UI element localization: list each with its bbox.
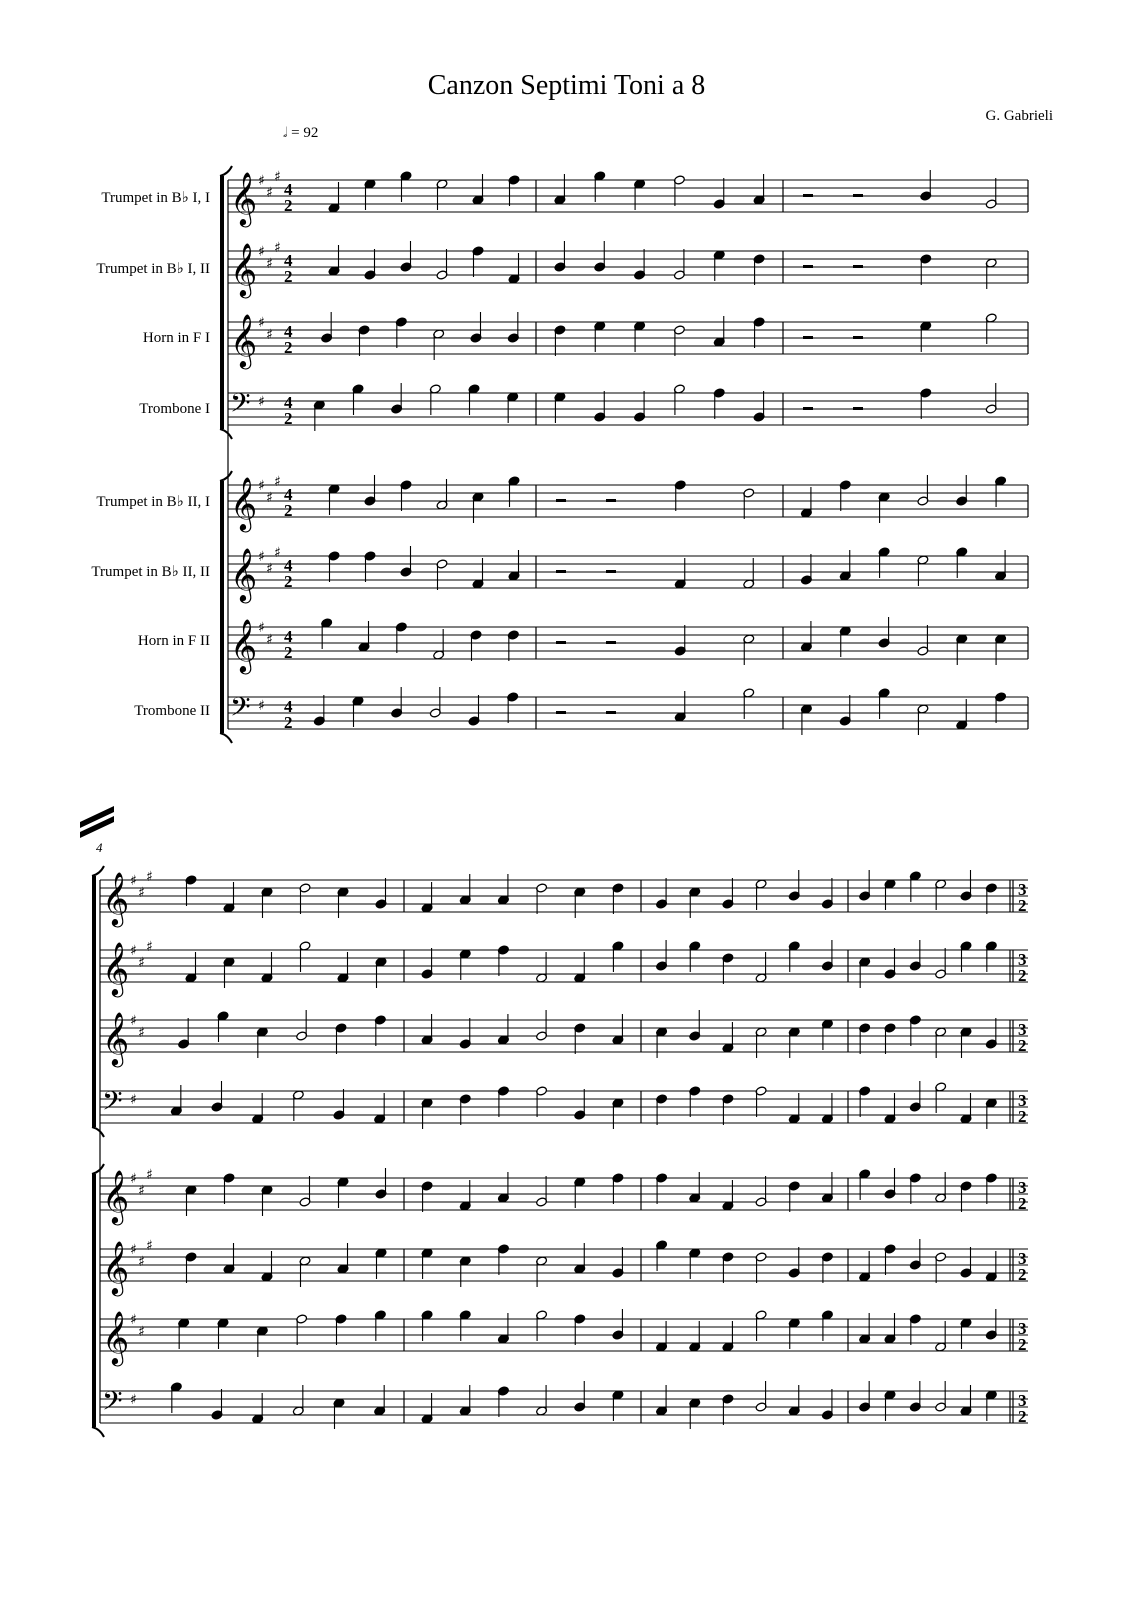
half-rest: [803, 265, 813, 268]
time-signature-top: 4: [284, 485, 293, 504]
bracket-hook: [220, 429, 232, 439]
sharp-icon: ♯: [130, 1242, 137, 1258]
half-rest: [556, 641, 566, 644]
treble-clef-icon: 𝄞: [230, 313, 258, 367]
end-time-signature-top: 3: [1018, 1319, 1027, 1338]
sharp-icon: ♯: [274, 474, 281, 490]
end-time-signature-top: 3: [1018, 950, 1027, 969]
sharp-icon: ♯: [266, 561, 273, 577]
half-rest: [853, 336, 863, 339]
time-signature-top: 4: [284, 393, 293, 412]
instrument-label: Trumpet in B♭ II, II: [91, 564, 210, 580]
sharp-icon: ♯: [274, 169, 281, 185]
half-rest: [803, 336, 813, 339]
half-rest: [556, 499, 566, 502]
instrument-label: Trumpet in B♭ II, I: [96, 494, 210, 510]
half-rest: [556, 570, 566, 573]
half-rest: [606, 499, 616, 502]
sharp-icon: ♯: [130, 873, 137, 889]
score-title: Canzon Septimi Toni a 8: [427, 70, 706, 101]
end-time-signature-bottom: 2: [1018, 1407, 1027, 1426]
half-rest: [803, 194, 813, 197]
end-time-signature-top: 3: [1018, 1178, 1027, 1197]
bass-clef-icon: 𝄢: [102, 1385, 123, 1423]
bass-clef-icon: 𝄢: [102, 1085, 123, 1123]
end-time-signature-bottom: 2: [1018, 896, 1027, 915]
sharp-icon: ♯: [130, 1092, 137, 1108]
time-signature-top: 4: [284, 697, 293, 716]
sharp-icon: ♯: [258, 478, 265, 494]
sharp-icon: ♯: [266, 327, 273, 343]
sharp-icon: ♯: [130, 1312, 137, 1328]
instrument-label: Trumpet in B♭ I, I: [101, 190, 210, 206]
sharp-icon: ♯: [138, 1324, 145, 1340]
treble-clef-icon: 𝄞: [230, 547, 258, 601]
bass-clef-icon: 𝄢: [230, 691, 251, 729]
sharp-icon: ♯: [138, 955, 145, 971]
treble-clef-icon: 𝄞: [230, 171, 258, 225]
time-signature-bottom: 2: [284, 338, 293, 357]
sharp-icon: ♯: [146, 869, 153, 885]
treble-clef-icon: 𝄞: [102, 1240, 130, 1294]
half-rest: [556, 711, 566, 714]
bracket-hook: [92, 1127, 104, 1137]
time-signature-bottom: 2: [284, 643, 293, 662]
composer: G. Gabrieli: [985, 108, 1053, 124]
sharp-icon: ♯: [130, 1171, 137, 1187]
time-signature-bottom: 2: [284, 409, 293, 428]
half-rest: [606, 570, 616, 573]
sharp-icon: ♯: [146, 1238, 153, 1254]
time-signature-bottom: 2: [284, 267, 293, 286]
instrument-label: Horn in F I: [142, 330, 210, 346]
time-signature-top: 4: [284, 180, 293, 199]
sharp-icon: ♯: [130, 1013, 137, 1029]
end-time-signature-bottom: 2: [1018, 1036, 1027, 1055]
sharp-icon: ♯: [266, 256, 273, 272]
end-time-signature-top: 3: [1018, 1249, 1027, 1268]
treble-clef-icon: 𝄞: [230, 242, 258, 296]
time-signature-bottom: 2: [284, 196, 293, 215]
treble-clef-icon: 𝄞: [102, 941, 130, 995]
sharp-icon: ♯: [138, 1254, 145, 1270]
instrument-label: Trumpet in B♭ I, II: [96, 261, 210, 277]
sharp-icon: ♯: [274, 545, 281, 561]
end-time-signature-top: 3: [1018, 1091, 1027, 1110]
end-time-signature-bottom: 2: [1018, 1194, 1027, 1213]
measure-number: 4: [96, 840, 103, 855]
treble-clef-icon: 𝄞: [230, 476, 258, 530]
instrument-label: Horn in F II: [137, 633, 210, 649]
time-signature-top: 4: [284, 627, 293, 646]
sharp-icon: ♯: [258, 244, 265, 260]
time-signature-bottom: 2: [284, 713, 293, 732]
treble-clef-icon: 𝄞: [230, 618, 258, 672]
sharp-icon: ♯: [258, 394, 265, 410]
treble-clef-icon: 𝄞: [102, 1169, 130, 1223]
time-signature-bottom: 2: [284, 572, 293, 591]
sharp-icon: ♯: [258, 698, 265, 714]
sharp-icon: ♯: [266, 185, 273, 201]
end-time-signature-top: 3: [1018, 880, 1027, 899]
sharp-icon: ♯: [258, 315, 265, 331]
instrument-label: Trombone I: [139, 401, 210, 417]
half-rest: [853, 407, 863, 410]
end-time-signature-bottom: 2: [1018, 966, 1027, 985]
treble-clef-icon: 𝄞: [102, 1011, 130, 1065]
half-rest: [853, 265, 863, 268]
half-rest: [803, 407, 813, 410]
sharp-icon: ♯: [258, 549, 265, 565]
time-signature-bottom: 2: [284, 501, 293, 520]
instrument-label: Trombone II: [134, 703, 210, 719]
sharp-icon: ♯: [130, 943, 137, 959]
sharp-icon: ♯: [258, 173, 265, 189]
end-time-signature-bottom: 2: [1018, 1265, 1027, 1284]
end-time-signature-top: 3: [1018, 1391, 1027, 1410]
half-rest: [606, 641, 616, 644]
sharp-icon: ♯: [130, 1392, 137, 1408]
sharp-icon: ♯: [266, 632, 273, 648]
end-time-signature-top: 3: [1018, 1020, 1027, 1039]
time-signature-top: 4: [284, 322, 293, 341]
sharp-icon: ♯: [274, 240, 281, 256]
bass-clef-icon: 𝄢: [230, 387, 251, 425]
treble-clef-icon: 𝄞: [102, 1310, 130, 1364]
end-time-signature-bottom: 2: [1018, 1107, 1027, 1126]
bracket-hook: [92, 1427, 104, 1437]
sharp-icon: ♯: [146, 1167, 153, 1183]
sharp-icon: ♯: [138, 885, 145, 901]
tempo-value: = 92: [291, 125, 319, 141]
end-time-signature-bottom: 2: [1018, 1335, 1027, 1354]
sharp-icon: ♯: [138, 1183, 145, 1199]
half-rest: [606, 711, 616, 714]
half-rest: [853, 194, 863, 197]
time-signature-top: 4: [284, 251, 293, 270]
treble-clef-icon: 𝄞: [102, 871, 130, 925]
time-signature-top: 4: [284, 556, 293, 575]
sharp-icon: ♯: [138, 1025, 145, 1041]
half-note-icon: 𝅗𝅥: [283, 126, 288, 141]
sharp-icon: ♯: [266, 490, 273, 506]
bracket-hook: [220, 733, 232, 743]
sharp-icon: ♯: [258, 620, 265, 636]
sharp-icon: ♯: [146, 939, 153, 955]
